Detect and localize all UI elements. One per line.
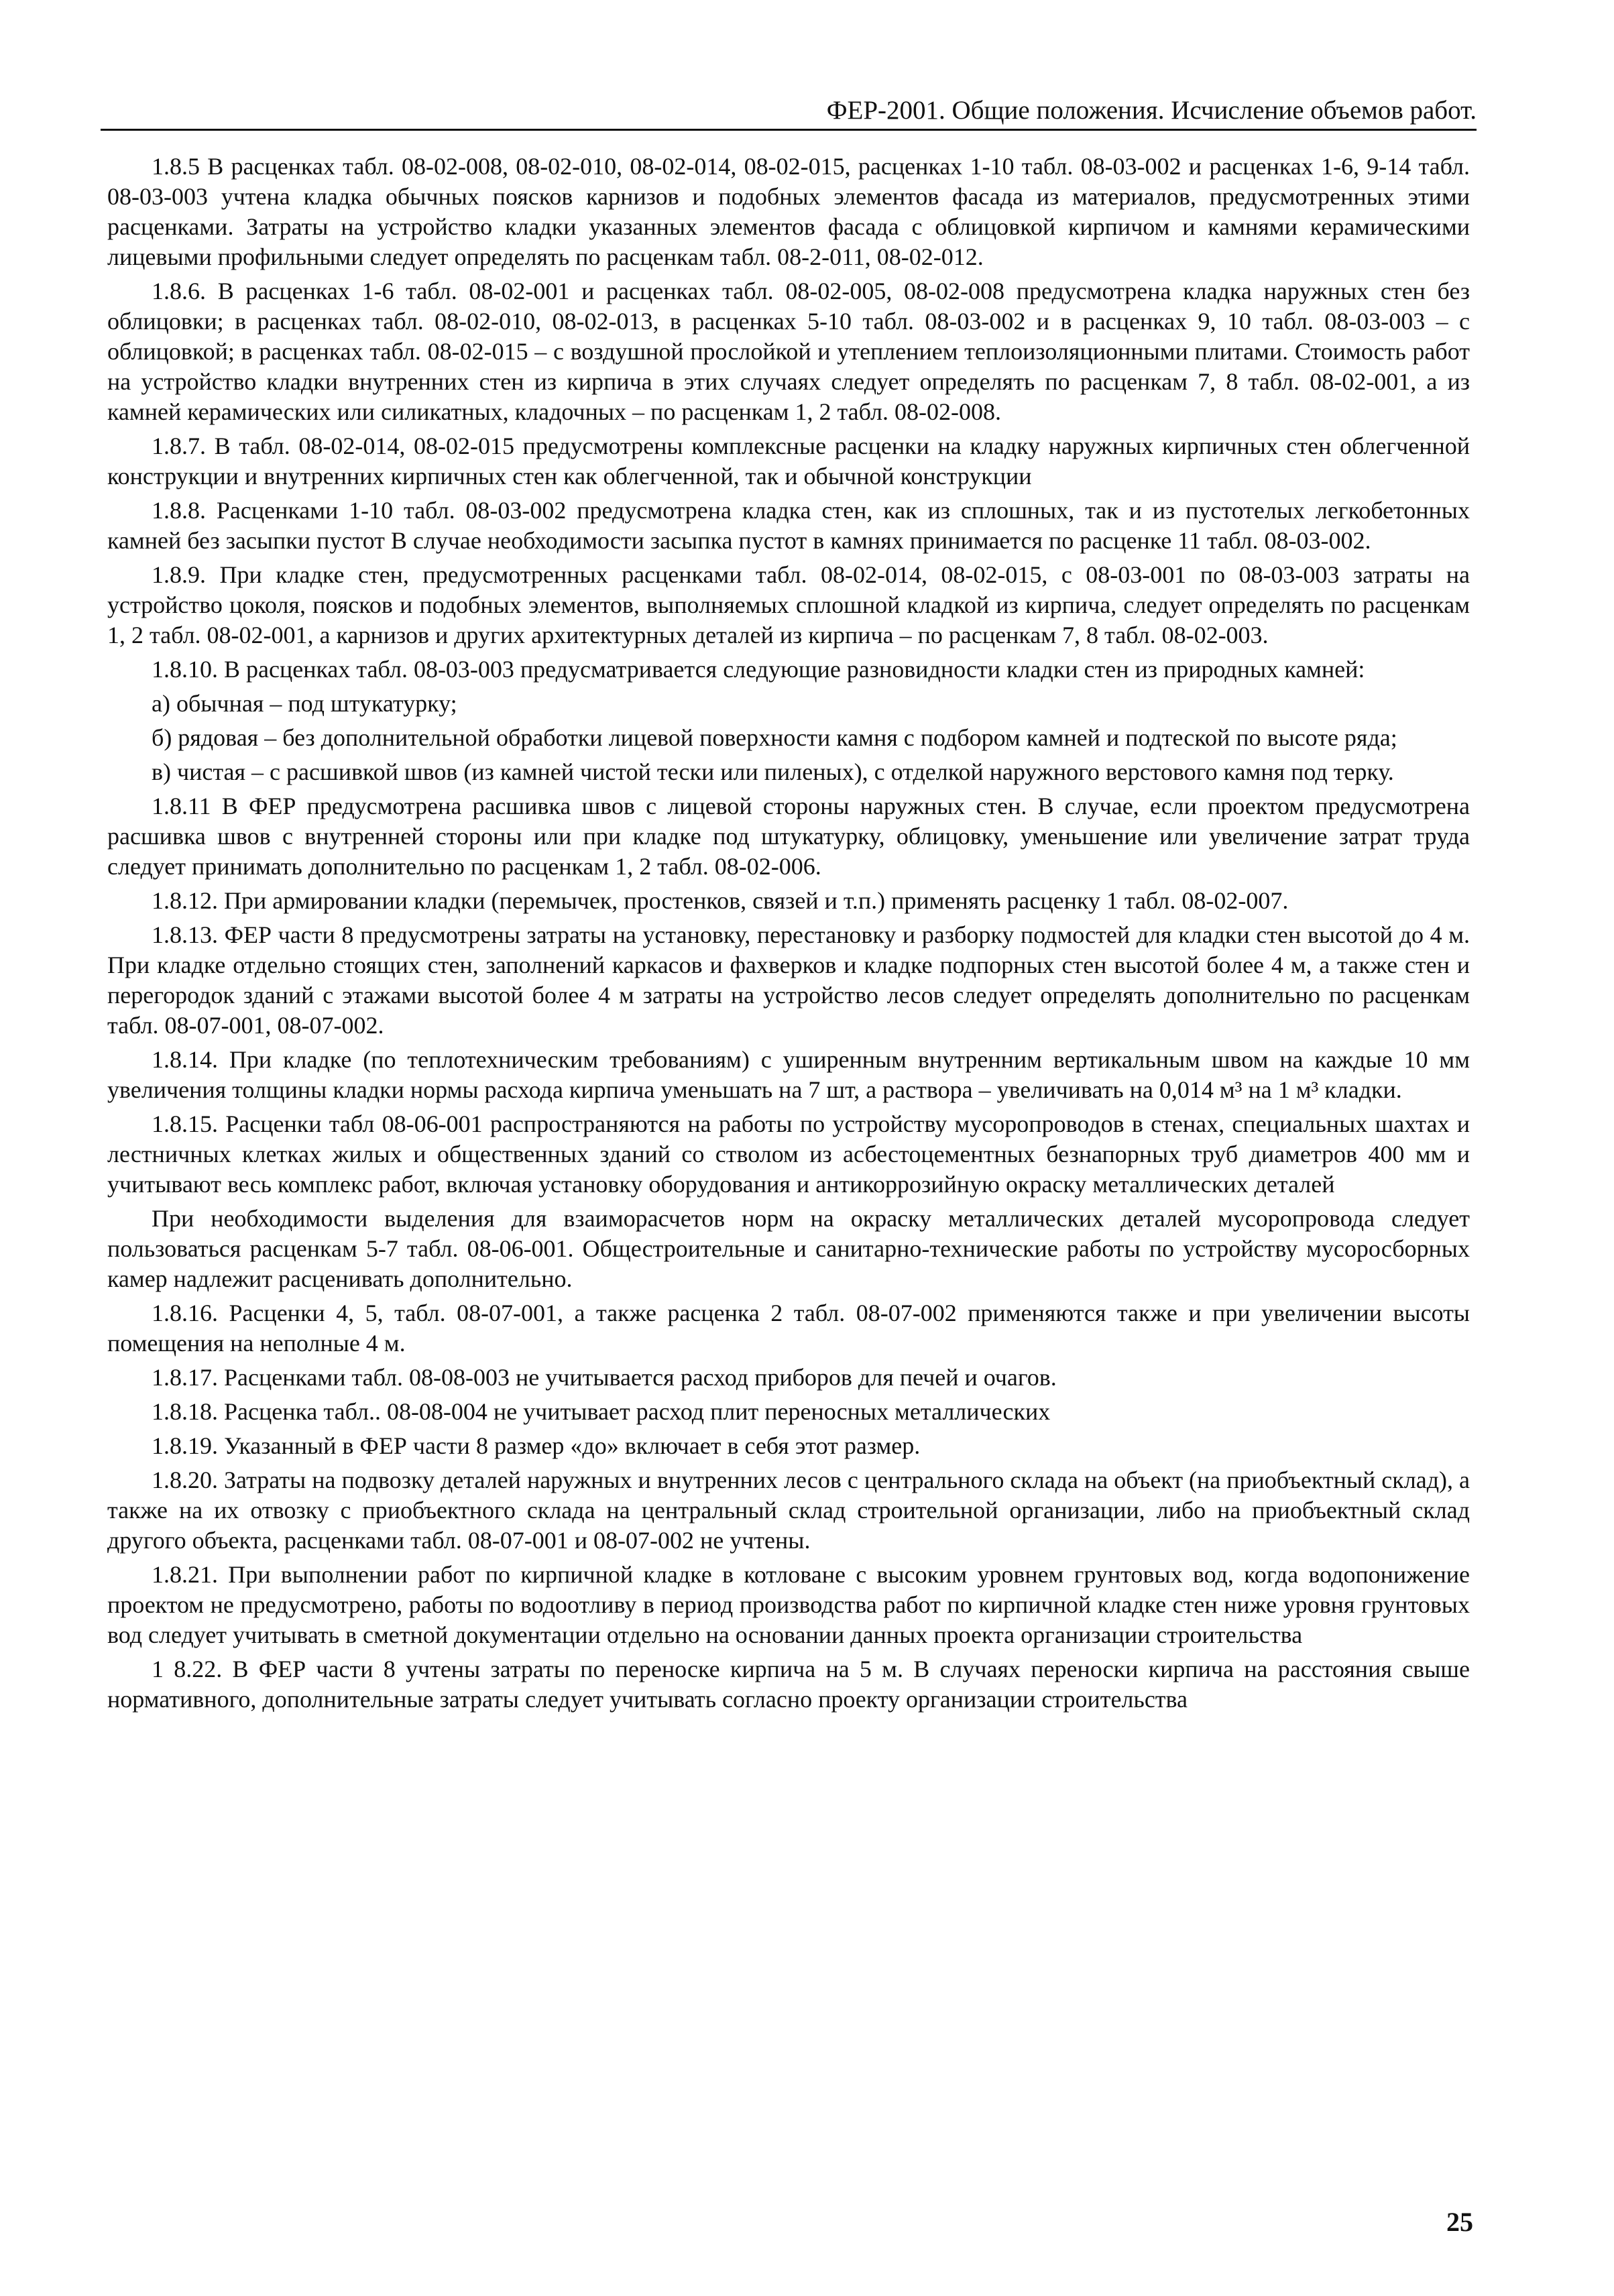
paragraph-1-8-8: 1.8.8. Расценками 1-10 табл. 08-03-002 предусмотрена кладка стен, как из сплошных, так и из пустотелых легкобетонных камней без засыпки пустот В случае необходимости засыпка пустот в камнях принимается по расценке 11 табл. 08-03-002. [107, 497, 1470, 554]
paragraph-1-8-15-note: При необходимости выделения для взаиморасчетов норм на окраску металлических деталей мусоропровода следует пользоваться расценкам 5-7 табл. 08-06-001. Общестроительные и санитарно-технические работы по устройству мусоросборных камер надлежит расценивать дополнительно. [107, 1205, 1470, 1292]
paragraph-1-8-12: 1.8.12. При армировании кладки (перемычек, простенков, связей и т.п.) применять расценку 1 табл. 08-02-007. [152, 887, 1289, 914]
list-item-b: б) рядовая – без дополнительной обработки лицевой поверхности камня с подбором камней и подтеской по высоте ряда; [152, 724, 1397, 751]
running-header: ФЕР-2001. Общие положения. Исчисление объемов работ. [826, 96, 1477, 125]
paragraph-1-8-13: 1.8.13. ФЕР части 8 предусмотрены затраты на установку, перестановку и разборку подмостей для кладки стен высотой до 4 м. При кладке отдельно стоящих стен, заполнений каркасов и фахверков и кладке подпорных стен высотой более 4 м, а также стен и перегородок зданий с этажами высотой более 4 м затраты на устройство лесов следует определять дополнительно по расценкам табл. 08-07-001, 08-07-002. [107, 921, 1470, 1039]
paragraph-1-8-11: 1.8.11 В ФЕР предусмотрена расшивка швов с лицевой стороны наружных стен. В случае, если проектом предусмотрена расшивка швов с внутренней стороны или при кладке под штукатурку, облицовку, уменьшение или увеличение затрат труда следует принимать дополнительно по расценкам 1, 2 табл. 08-02-006. [107, 793, 1470, 880]
paragraph-1-8-18: 1.8.18. Расценка табл.. 08-08-004 не учитывает расход плит переносных металлических [152, 1398, 1051, 1425]
paragraph-1-8-5: 1.8.5 В расценках табл. 08-02-008, 08-02-010, 08-02-014, 08-02-015, расценках 1-10 табл. 08-03-002 и расценках 1-6, 9-14 табл. 08-03-003 учтена кладка обычных поясков карнизов и подобных элементов фасада из материалов, предусмотренных этими расценками. Затраты на устройство кладки указанных элементов фасада с облицовкой кирпичом и камнями керамическими лицевыми профильными следует определять по расценкам табл. 08-2-011, 08-02-012. [107, 153, 1470, 270]
paragraph-1-8-9: 1.8.9. При кладке стен, предусмотренных расценками табл. 08-02-014, 08-02-015, с 08-03-001 по 08-03-003 затраты на устройство цоколя, поясков и подобных элементов, выполняемых сплошной кладкой из кирпича, следует определять по расценкам 1, 2 табл. 08-02-001, а карнизов и других архитектурных деталей из кирпича – по расценкам 7, 8 табл. 08-02-003. [107, 561, 1470, 648]
paragraph-1-8-22: 1 8.22. В ФЕР части 8 учтены затраты по переноске кирпича на 5 м. В случаях переноски кирпича на расстояния свыше нормативного, дополнительные затраты следует учитывать согласно проекту организации строительства [107, 1656, 1470, 1713]
body-text [107, 152, 1470, 1719]
header-divider [101, 129, 1477, 131]
paragraph-1-8-21: 1.8.21. При выполнении работ по кирпичной кладке в котловане с высоким уровнем грунтовых вод, когда водопонижение проектом не предусмотрено, работы по водоотливу в период производства работ по кирпичной кладке стен ниже уровня грунтовых вод следует учитывать в сметной документации отдельно на основании данных проекта организации строительства [107, 1561, 1470, 1648]
list-item-v: в) чистая – с расшивкой швов (из камней чистой тески или пиленых), с отделкой наружного верстового камня под терку. [152, 758, 1394, 785]
paragraph-1-8-10: 1.8.10. В расценках табл. 08-03-003 предусматривается следующие разновидности кладки стен из природных камней: [152, 656, 1365, 683]
paragraph-1-8-6: 1.8.6. В расценках 1-6 табл. 08-02-001 и расценках табл. 08-02-005, 08-02-008 предусмотрена кладка наружных стен без облицовки; в расценках табл. 08-02-010, 08-02-013, в расценках 5-10 табл. 08-03-002 и в расценках 9, 10 табл. 08-03-003 – с облицовкой; в расценках табл. 08-02-015 – с воздушной прослойкой и утеплением теплоизоляционными плитами. Стоимость работ на устройство кладки внутренних стен из кирпича в этих случаях следует определять по расценкам 7, 8 табл. 08-02-001, а из камней керамических или силикатных, кладочных – по расценкам 1, 2 табл. 08-02-008. [107, 278, 1470, 425]
paragraph-1-8-7: 1.8.7. В табл. 08-02-014, 08-02-015 предусмотрены комплексные расценки на кладку наружных кирпичных стен облегченной конструкции и внутренних кирпичных стен как облегченной, так и обычной конструкции [107, 433, 1470, 490]
paragraph-1-8-16: 1.8.16. Расценки 4, 5, табл. 08-07-001, а также расценка 2 табл. 08-07-002 применяются также и при увеличении высоты помещения на неполные 4 м. [107, 1300, 1470, 1357]
paragraph-1-8-19: 1.8.19. Указанный в ФЕР части 8 размер «до» включает в себя этот размер. [152, 1432, 921, 1459]
paragraph-1-8-14: 1.8.14. При кладке (по теплотехническим требованиям) с уширенным внутренним вертикальным швом на каждые 10 мм увеличения толщины кладки нормы расхода кирпича уменьшать на 7 шт, а раствора – увеличивать на 0,014 м³ на 1 м³ кладки. [107, 1046, 1470, 1103]
paragraph-1-8-15: 1.8.15. Расценки табл 08-06-001 распространяются на работы по устройству мусоропроводов в стенах, специальных шахтах и лестничных клетках жилых и общественных зданий со стволом из асбестоцементных безнапорных труб диаметров 400 мм и учитывают весь комплекс работ, включая установку оборудования и антикоррозийную окраску металлических деталей [107, 1110, 1470, 1198]
paragraph-1-8-17: 1.8.17. Расценками табл. 08-08-003 не учитывается расход приборов для печей и очагов. [152, 1364, 1057, 1391]
list-item-a: а) обычная – под штукатурку; [152, 690, 457, 717]
page-number: 25 [1446, 2207, 1473, 2237]
paragraph-1-8-20: 1.8.20. Затраты на подвозку деталей наружных и внутренних лесов с центрального склада на объект (на приобъектный склад), а также на их отвозку с приобъектного склада на центральный склад строительной организации, либо на приобъектный склад другого объекта, расценками табл. 08-07-001 и 08-07-002 не учтены. [107, 1467, 1470, 1554]
